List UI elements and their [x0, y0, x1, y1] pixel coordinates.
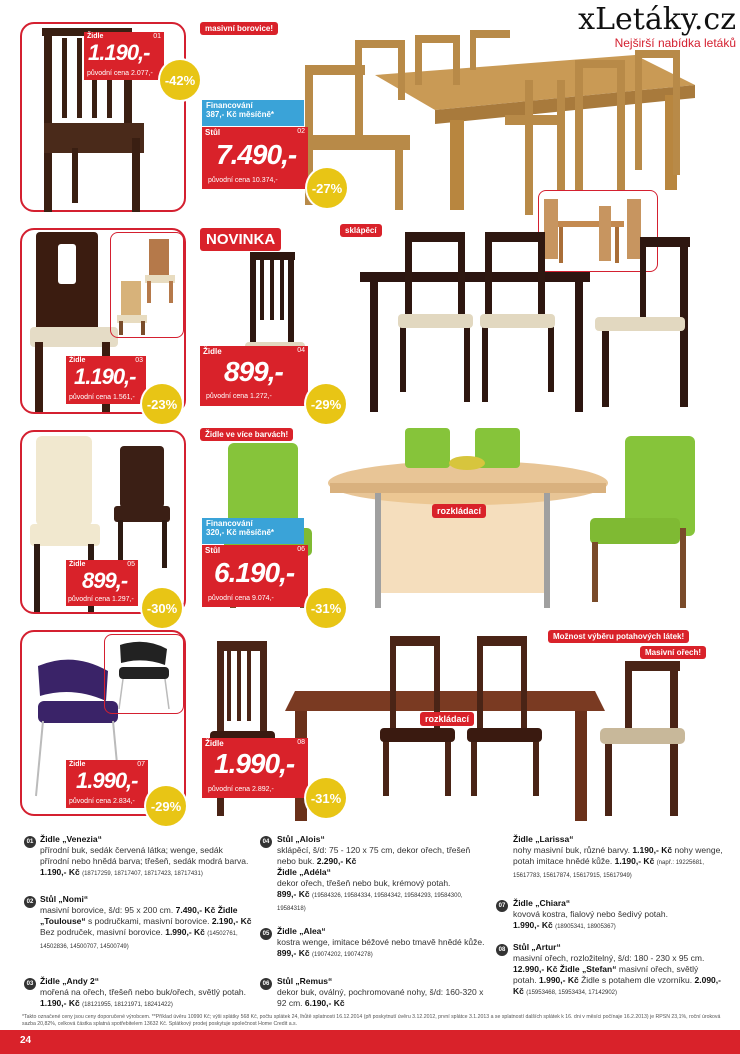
tag-pine: masivní borovice! [200, 22, 278, 35]
discount-badge-06: -31% [306, 588, 346, 628]
desc-08 [513, 942, 723, 999]
tag-rozkladaci-2: rozkládací [420, 712, 474, 726]
discount-badge-03: -23% [142, 384, 182, 424]
price-value: 6.190,- [214, 557, 295, 588]
financing-monthly: 320,- Kč měsíčně* [206, 528, 275, 537]
desc-codes: (14502761, 14502836, 14500707, 14500749) [40, 931, 238, 950]
desc-text: kovová kostra, fialový nebo šedivý potah. [513, 909, 668, 919]
desc-larissa [513, 834, 723, 882]
original-price: původní cena 2.892,- [208, 786, 274, 793]
price-value: 7.490,- [216, 139, 297, 170]
price-box-01 [84, 32, 164, 80]
price-box-06 [202, 545, 308, 607]
desc-title: Židle „Larissa“ [513, 834, 574, 844]
logo-tagline-red: Nejširší [614, 36, 655, 50]
desc-bullet-08: 08 [496, 944, 508, 956]
price-label: Židle [69, 561, 86, 568]
item-number: 04 [297, 347, 305, 354]
desc-text-2: s područkami, masivní borovice. [88, 916, 210, 926]
original-price: původní cena 1.561,- [69, 394, 135, 401]
discount-badge-07: -29% [146, 786, 186, 826]
desc-codes: (19584326, 19584334, 19584342, 19584293, 19584300, 19584318) [277, 893, 463, 912]
desc-07 [513, 898, 723, 933]
discount-badge-01: -42% [160, 60, 200, 100]
item-number: 07 [137, 761, 145, 768]
desc-codes: (19074202, 19074278) [311, 952, 373, 958]
price-label: Stůl [205, 546, 221, 555]
chair-variants-inset [110, 232, 184, 338]
desc-bullet-04: 04 [260, 836, 272, 848]
desc-bullet-01: 01 [24, 836, 36, 848]
price-label: Židle [69, 761, 86, 768]
desc-03 [40, 976, 252, 1011]
desc-text: nohy masivní buk, různé barvy. [513, 845, 631, 855]
desc-text-2: masivní ořech, světlý potah. [513, 964, 699, 985]
item-number: 06 [297, 546, 305, 553]
desc-price: 7.490,- Kč [175, 905, 216, 915]
item-number: 08 [297, 739, 305, 746]
desc-title: Židle „Venezia“ [40, 834, 102, 844]
original-price: původní cena 2.077,- [87, 70, 153, 77]
desc-price: 899,- Kč [277, 948, 310, 958]
chair-variants-image [111, 233, 185, 337]
price-box-05 [66, 560, 138, 606]
desc-bullet-05: 05 [260, 928, 272, 940]
price-value: 1.190,- [74, 364, 136, 389]
discount-badge-08: -31% [306, 778, 346, 818]
price-label: Stůl [205, 128, 221, 137]
desc-price-3: 1.990,- Kč [165, 927, 205, 937]
price-label: Židle [69, 357, 86, 364]
desc-text: masivní ořech, rozložitelný, š/d: 180 - 230 x 95 cm. [513, 953, 705, 963]
desc-text: masivní borovice, š/d: 95 x 200 cm. [40, 905, 174, 915]
price-box-03 [66, 356, 146, 404]
desc-price-2: 1.190,- Kč [614, 856, 655, 866]
original-price: původní cena 10.374,- [208, 177, 278, 184]
tag-rozkladaci-1: rozkládací [432, 504, 486, 518]
desc-price: 2.290,- Kč [316, 856, 357, 866]
item-number: 03 [135, 357, 143, 364]
logo-text: xLetáky.cz [578, 2, 736, 37]
original-price: původní cena 1.297,- [68, 596, 134, 603]
price-value: 899,- [82, 568, 128, 593]
desc-codes: (18717259, 18717407, 18717423, 18717431) [82, 871, 203, 877]
desc-title: Stůl „Nomi“ [40, 894, 89, 904]
desc-text-2: nohy wenge, potah imitace hnědé kůže. [513, 845, 723, 866]
price-label: Židle [205, 739, 224, 748]
price-box-02 [202, 127, 308, 189]
discount-badge-05: -30% [142, 588, 182, 628]
financing-box-02 [202, 100, 304, 126]
discount-badge-04: -29% [306, 384, 346, 424]
desc-title: Stůl „Alois“ [277, 834, 325, 844]
desc-text-2: dekor ořech, třešeň nebo buk, krémový potah. [277, 878, 451, 888]
desc-title: Stůl „Artur“ [513, 942, 561, 952]
desc-price: 1.190,- Kč [40, 998, 80, 1008]
item-number: 01 [153, 33, 161, 40]
page-number: 24 [20, 1035, 32, 1046]
original-price: původní cena 9.074,- [208, 595, 274, 602]
desc-title: Židle „Andy 2“ [40, 976, 100, 986]
desc-text-3: Bez područek, masivní borovice. [40, 927, 163, 937]
desc-text: dekor buk, oválný, pochromované nohy, š/d: 160-320 x 92 cm. [277, 987, 484, 1008]
table-illustration-pine [295, 30, 715, 215]
financing-title: Financování [206, 519, 253, 528]
desc-codes: (15953468, 15953434, 17142902) [526, 990, 617, 996]
price-value: 1.190,- [88, 40, 150, 65]
price-box-07 [66, 760, 148, 808]
tag-novinka: NOVINKA [200, 228, 281, 251]
desc-title: Židle „Alea“ [277, 926, 326, 936]
desc-text: přírodní buk, sedák červená látka; wenge, sedák přírodní nebo hnědá barva; třešeň, sedák modrá barva. [40, 845, 249, 866]
desc-title: Židle „Chiara“ [513, 898, 571, 908]
desc-price-2: 1.990,- Kč [539, 975, 579, 985]
desc-price: 12.990,- Kč [513, 964, 558, 974]
price-box-08 [202, 738, 308, 798]
price-label: Židle [87, 33, 104, 40]
desc-title-2: Židle „Toulouse“ [40, 905, 238, 926]
desc-price: 1.190,- Kč [40, 867, 80, 877]
desc-04 [277, 834, 489, 915]
footnote: *Takto označené ceny jsou ceny doporučené výrobcem. **Příklad úvěru 10990 Kč; výši splátky 568 Kč, počtu splátek 24, lhůtě splatnosti 16.12.2014 (při poskytnutí úvěru 3.12.2012, první splátce 3.1.2013 a se splatností dalších splátek k 16. dni v měsíci počínaje 16.2.2013) je RPSN 23,1%, roční úroková sazba 20,82%, celková částka splatná spotřebitelem 13632 Kč. Splátkový prodej poskytuje společnost Home Credit a.s. [22, 1014, 721, 1027]
item-number: 05 [127, 561, 135, 568]
desc-codes: (18121955, 18121971, 18241422) [82, 1002, 173, 1008]
desc-title: Stůl „Remus“ [277, 976, 333, 986]
desc-title-2: Židle „Adéla“ [277, 867, 331, 877]
item-number: 02 [297, 128, 305, 135]
desc-price-3: 2.090,- Kč [513, 975, 721, 996]
tag-colors: Židle ve více barvách! [200, 428, 293, 441]
desc-text: kostra wenge, imitace béžové nebo tmavě hnědé kůže. [277, 937, 485, 947]
logo-tagline: nabídka letáků [657, 36, 736, 50]
price-box-04 [200, 346, 308, 406]
dining-set-image-nomi [295, 30, 715, 215]
desc-codes: (18905341, 18905367) [555, 924, 616, 930]
price-value: 899,- [224, 356, 283, 387]
financing-monthly: 387,- Kč měsíčně* [206, 110, 275, 119]
discount-badge-02: -27% [307, 168, 347, 208]
desc-price: 6.190,- Kč [304, 998, 345, 1008]
desc-text: sklápěcí, š/d: 75 - 120 x 75 cm, dekor ořech, třešeň nebo buk. [277, 845, 471, 866]
desc-title-2: Židle „Stefan“ [559, 964, 617, 974]
price-value: 1.990,- [76, 768, 138, 793]
tag-fabrics: Možnost výběru potahových látek! [548, 630, 689, 643]
price-value: 1.990,- [214, 748, 295, 779]
black-chair-variant [105, 635, 183, 713]
desc-text: mořená na ořech, třešeň nebo buk/ořech, světlý potah. [40, 987, 247, 997]
desc-bullet-07: 07 [496, 900, 508, 912]
desc-06 [277, 976, 489, 1009]
original-price: původní cena 2.834,- [69, 798, 135, 805]
desc-02 [40, 894, 252, 953]
financing-box-06 [202, 518, 304, 544]
desc-01 [40, 834, 250, 880]
price-label: Židle [203, 347, 222, 356]
original-price: původní cena 1.272,- [206, 393, 272, 400]
desc-05 [277, 926, 489, 961]
desc-price-2: 899,- Kč [277, 889, 310, 899]
financing-title: Financování [206, 101, 253, 110]
chair-variant-inset-07 [104, 634, 184, 714]
desc-price-2: 2.190,- Kč [211, 916, 252, 926]
desc-text-3: Židle s potahem dle vzorníku. [581, 975, 693, 985]
desc-bullet-06: 06 [260, 978, 272, 990]
page-bar [0, 1030, 740, 1054]
desc-bullet-02: 02 [24, 896, 36, 908]
tag-walnut: Masivní ořech! [640, 646, 706, 659]
desc-bullet-03: 03 [24, 978, 36, 990]
desc-codes: (např.: 19225681, 15617783, 15617874, 15617915, 15617949) [513, 860, 705, 879]
tag-sklapeci: sklápěcí [340, 224, 382, 237]
desc-price: 1.190,- Kč [632, 845, 673, 855]
desc-price: 1.990,- Kč [513, 920, 553, 930]
